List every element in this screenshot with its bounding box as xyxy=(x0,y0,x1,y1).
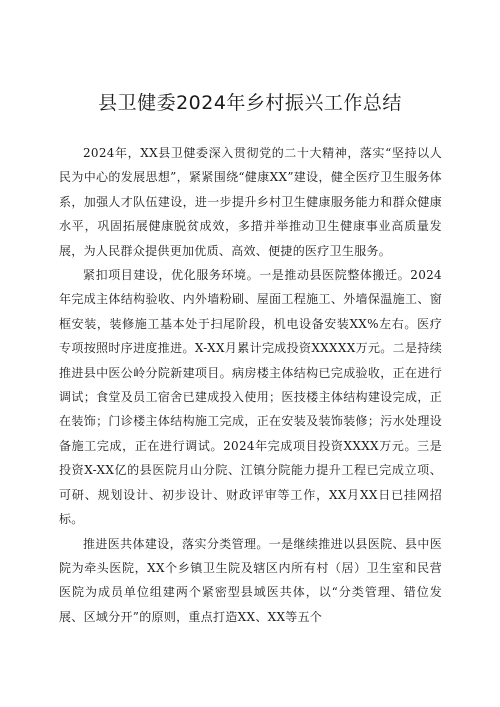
paragraph-intro: 2024年，XX县卫健委深入贯彻党的二十大精神，落实“坚持以人民为中心的发展思想”，紧紧围绕“健康XX”建设，健全医疗卫生服务体系，加强人才队伍建设，进一步提升乡村卫生健康服务能力和群众健康水平，巩固拓展健康脱贫成效，多措并举推动卫生健康事业高质量发展，为人民群众提供更加优质、高效、便捷的医疗卫生服务。 xyxy=(59,146,442,258)
document-body xyxy=(59,141,442,654)
document-title: 县卫健委2024年乡村振兴工作总结 xyxy=(98,92,402,114)
paragraph-project-construction: 紧扣项目建设，优化服务环境。一是推动县医院整体搬迁。2024年完成主体结构验收、内外墙粉刷、屋面工程施工、外墙保温施工、窗框安装，装修施工基本处于扫尾阶段，机电设备安装XX%左右。医疗专项按照时序进度推进。X-XX月累计完成投资XXXXX万元。二是持续推进县中医公岭分院新建项目。病房楼主体结构已完成验收，正在进行调试；食堂及员工宿舍已建成投入使用；医技楼主体结构建设完成，正在装饰；门诊楼主体结构施工完成，正在安装及装饰装修；污水处理设备施工完成，正在进行调试。2024年完成项目投资XXXX万元。三是投资X-XX亿的县医院月山分院、江镇分院能力提升工程已完成立项、可研、规划设计、初步设计、财政评审等工作，XX月XX日已挂网招标。 xyxy=(59,268,442,527)
paragraph-medical-community: 推进医共体建设，落实分类管理。一是继续推进以县医院、县中医院为牵头医院，XX个乡镇卫生院及辖区内所有村（居）卫生室和民营医院为成员单位组建两个紧密型县域医共体，以“分类管理、错位发展、区域分开”的原则，重点打造XX、XX等五个 xyxy=(59,536,442,624)
